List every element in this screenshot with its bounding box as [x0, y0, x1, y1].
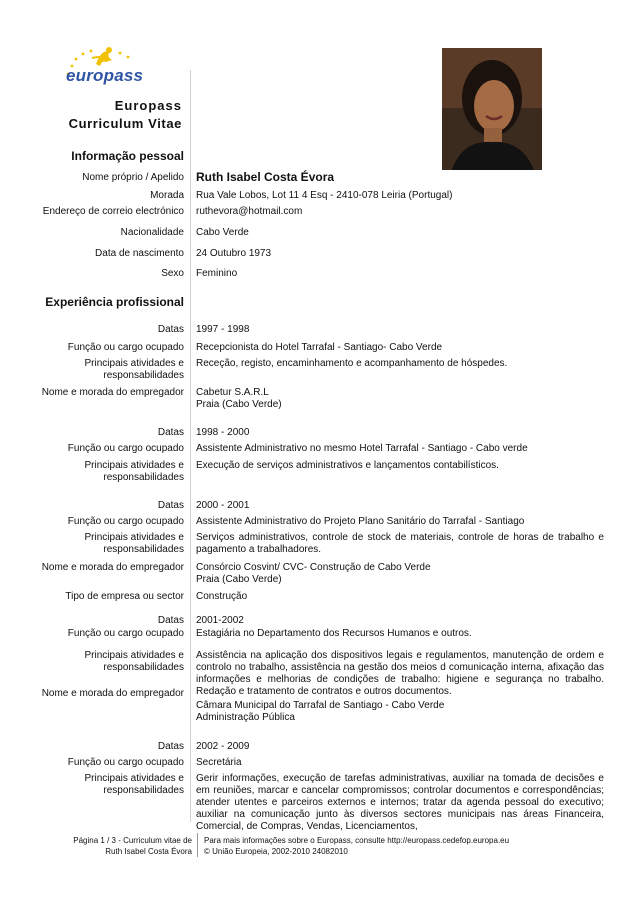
sector-label: Tipo de empresa ou sector [65, 591, 184, 602]
dates-label: Datas [157, 324, 184, 335]
activities-label: Principais atividades e responsabilidades [84, 773, 184, 796]
job-activities: Gerir informações, execução de tarefas administrativas, auxiliar na tomada de decisões e em reuniões, marcar e cancelar compromissos; controlar documentos e correspondências; atender utentes e parceiros externos e internos; tratar da agenda pessoal do executivo; auxiliar na comunicação junto às diversos sectores municipais nas áreas Financeira, Comercial, de Compras, Vendas, Licenciamentos, [196, 773, 604, 832]
role-label: Função ou cargo ocupado [67, 342, 184, 353]
dates-label: Datas [157, 427, 184, 438]
job-role: Recepcionista do Hotel Tarrafal - Santiago- Cabo Verde [196, 342, 443, 353]
job-employer: Câmara Municipal do Tarrafal de Santiago - Cabo Verde Administração Pública [196, 700, 445, 723]
section-personal-info: Informação pessoal [71, 149, 184, 163]
dates-label: Datas [157, 615, 184, 626]
full-name: Ruth Isabel Costa Évora [196, 170, 335, 184]
activities-label: Principais atividades e responsabilidades [84, 460, 184, 483]
job-dates: 1998 - 2000 [196, 427, 250, 438]
dates-label: Datas [157, 500, 184, 511]
footer-page-info: Página 1 / 3 - Curriculum vitae de Ruth Isabel Costa Évora [73, 836, 192, 856]
nationality-label: Nacionalidade [120, 227, 184, 238]
footer-europass-info: Para mais informações sobre o Europass, consulte http://europass.cedefop.europa.eu © União Europeia, 2002-2010 24082010 [204, 836, 510, 856]
role-label: Função ou cargo ocupado [67, 757, 184, 768]
doc-title-line2: Curriculum Vitae [68, 116, 182, 131]
job-dates: 1997 - 1998 [196, 324, 250, 335]
role-label: Função ou cargo ocupado [67, 443, 184, 454]
employer-label: Nome e morada do empregador [41, 387, 184, 398]
job-sector: Construção [196, 591, 248, 602]
job-dates: 2001-2002 [196, 615, 244, 626]
name-label: Nome próprio / Apelido [82, 172, 184, 183]
role-label: Função ou cargo ocupado [67, 516, 184, 527]
section-experience: Experiência profissional [45, 295, 184, 309]
job-dates: 2000 - 2001 [196, 500, 250, 511]
employer-label: Nome e morada do empregador [41, 562, 184, 573]
nationality-value: Cabo Verde [196, 227, 249, 238]
activities-label: Principais atividades e responsabilidades [84, 358, 184, 381]
address-label: Morada [150, 190, 184, 201]
footer-divider [197, 833, 198, 857]
job-activities: Serviços administrativos, controle de stock de materiais, controle de horas de trabalho e pagamento a trabalhadores. [196, 532, 604, 555]
europass-logo-text: europass [66, 66, 144, 85]
profile-photo [442, 48, 542, 170]
job-role: Secretária [196, 757, 242, 768]
email-label: Endereço de correio electrónico [42, 206, 184, 217]
role-label: Função ou cargo ocupado [67, 628, 184, 639]
europass-info-link[interactable]: Para mais informações sobre o Europass, consulte http://europass.cedefop.europa.eu [204, 836, 510, 845]
column-divider [190, 70, 191, 822]
job-activities: Assistência na aplicação dos dispositivos legais e regulamentos, manutenção de ordem e controlo no trabalho, assistência na gestão dos meios d comunicação interna, afixação das informações e melhorias de condições de trabalho: higiene e segurança no trabalho. Redação e tratamento de contratos e outros documentos. [196, 650, 604, 697]
job-dates: 2002 - 2009 [196, 741, 250, 752]
job-employer: Consórcio Cosvint/ CVC- Construção de Cabo Verde Praia (Cabo Verde) [196, 562, 431, 585]
job-employer: Cabetur S.A.R.L Praia (Cabo Verde) [196, 387, 282, 410]
birth-label: Data de nascimento [95, 248, 184, 259]
job-activities: Execução de serviços administrativos e lançamentos contabilísticos. [196, 460, 499, 471]
job-role: Assistente Administrativo no mesmo Hotel Tarrafal - Santiago - Cabo verde [196, 443, 528, 454]
sex-value: Feminino [196, 268, 238, 279]
job-role: Estagiária no Departamento dos Recursos Humanos e outros. [196, 628, 472, 639]
dates-label: Datas [157, 741, 184, 752]
address-value: Rua Vale Lobos, Lot 11 4 Esq - 2410-078 Leiria (Portugal) [196, 190, 453, 201]
sex-label: Sexo [161, 268, 184, 279]
activities-label: Principais atividades e responsabilidades [84, 650, 184, 673]
email-link[interactable]: ruthevora@hotmail.com [196, 206, 303, 217]
activities-label: Principais atividades e responsabilidades [84, 532, 184, 555]
employer-label: Nome e morada do empregador [41, 688, 184, 699]
birth-value: 24 Outubro 1973 [196, 248, 272, 259]
job-role: Assistente Administrativo do Projeto Plano Sanitário do Tarrafal - Santiago [196, 516, 525, 527]
job-activities: Receção, registo, encaminhamento e acompanhamento de hóspedes. [196, 358, 508, 369]
doc-title-line1: Europass [114, 98, 182, 113]
